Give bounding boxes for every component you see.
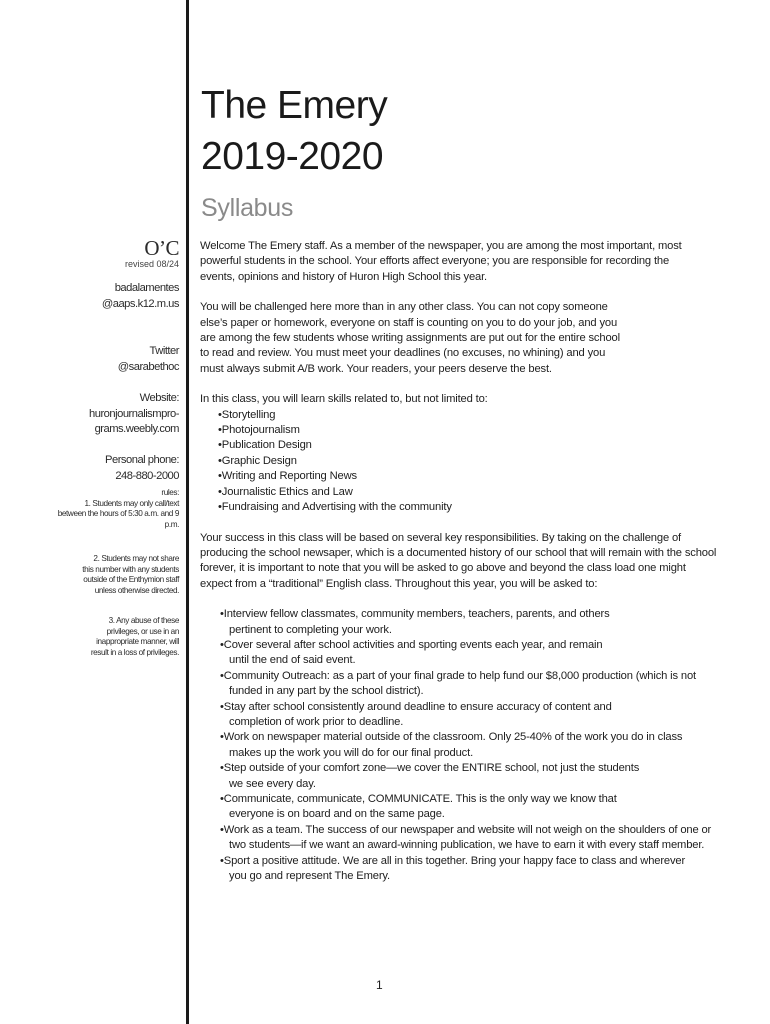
website-block <box>49 391 179 438</box>
twitter-handle: @sarabethoc <box>117 360 179 373</box>
success-paragraph: Your success in this class will be based on several key responsibilities. By taking on the challenge of producing the school newsaper, which is a documented history of our school that will remain with the school forever, it is important to note that you will be asked to go above and beyond the class load one might expect from a “traditional” English class. Throughout this year, you will be asked to: <box>200 531 717 590</box>
website-label: Website: <box>139 392 179 404</box>
rule-2-block <box>81 554 179 596</box>
website-url-line-2: grams.weebly.com <box>94 423 179 435</box>
list-item: • Fundraising and Advertising with the community <box>200 500 720 515</box>
list-item: • Step outside of your comfort zone—we cover the ENTIRE school, not just the students we see every day. <box>200 761 649 792</box>
email-block <box>49 281 179 312</box>
twitter-label: Twitter <box>149 345 179 357</box>
list-item: • Graphic Design <box>200 454 720 469</box>
title-line-2: 2019-2020 <box>201 135 384 178</box>
list-item: • Stay after school consistently around deadline to ensure accuracy of content and completion of work prior to deadline. <box>200 700 639 731</box>
margin-divider-line <box>186 0 189 1024</box>
list-item: • Storytelling <box>200 408 720 423</box>
skills-intro: In this class, you will learn skills related to, but not limited to: <box>200 393 488 406</box>
rule-2: 2. Students may not share this number with any students outside of the Enthymion staff unless otherwise directed. <box>82 554 179 595</box>
rule-3: 3. Any abuse of these privileges, or use in an inappropriate manner, will result in a loss of privileges. <box>90 616 179 657</box>
phone-number: 248-880-2000 <box>115 469 179 482</box>
list-item: • Journalistic Ethics and Law <box>200 485 720 500</box>
list-item: • Community Outreach: as a part of your final grade to help fund our $8,000 production (which is not funded in any part by the school district). <box>200 669 719 700</box>
list-item: • Cover several after school activities and sporting events each year, and remain until the end of said event. <box>200 638 609 669</box>
website-url-line-1: huronjournalismpro- <box>89 407 179 420</box>
list-item: • Sport a positive attitude. We are all in this together. Bring your happy face to class and wherever you go and represent The Emery. <box>200 854 689 885</box>
intro-paragraph: Welcome The Emery staff. As a member of the newspaper, you are among the most important, most powerful students in the school. Your efforts affect everyone; you are responsible for recording the events, opinions and history of Huron High School this year. <box>200 240 682 283</box>
email-name: badalamentes <box>114 282 179 294</box>
rules-label: rules: <box>161 488 179 497</box>
rules-block <box>55 488 179 530</box>
revised-date: revised 08/24 <box>124 259 179 269</box>
twitter-block <box>49 344 179 375</box>
responsibilities-list <box>200 607 720 884</box>
skills-list <box>200 408 720 516</box>
email-domain: @aaps.k12.m.us <box>101 297 179 310</box>
syllabus-body <box>200 239 720 884</box>
list-item: • Publication Design <box>200 438 720 453</box>
contact-sidebar <box>49 238 179 270</box>
list-item: • Communicate, communicate, COMMUNICATE. This is the only way we know that everyone is on board and on the same page. <box>200 792 639 823</box>
list-item: • Writing and Reporting News <box>200 469 720 484</box>
challenge-paragraph: You will be challenged here more than in any other class. You can not copy someone else’s paper or homework, everyone on staff is counting on you to do your job, and you are among the few students whose writing assignments are put out for the entire school to read and review. You must meet your deadlines (no excuses, no whining) and you must always submit A/B work. Your readers, your peers deserve the best. <box>200 301 620 375</box>
title-line-1: The Emery <box>201 84 388 127</box>
phone-label: Personal phone: <box>105 454 179 466</box>
page-number: 1 <box>376 978 383 992</box>
rule-1: 1. Students may only call/text between the hours of 5:30 a.m. and 9 p.m. <box>57 498 179 529</box>
phone-block <box>49 453 179 484</box>
rule-3-block <box>81 616 179 658</box>
page-title <box>201 80 387 182</box>
list-item: • Photojournalism <box>200 423 720 438</box>
list-item: • Work on newspaper material outside of the classroom. Only 25-40% of the work you do in class makes up the work you will do for our final product. <box>200 730 709 761</box>
oc-logo: O’C <box>144 236 179 260</box>
list-item: • Work as a team. The success of our newspaper and website will not weigh on the shoulders of one or two students—if we want an award-winning publication, we have to earn it with every staff member. <box>200 823 719 854</box>
list-item: • Interview fellow classmates, community members, teachers, parents, and others pertinent to completing your work. <box>200 607 619 638</box>
page-subtitle: Syllabus <box>201 194 294 222</box>
